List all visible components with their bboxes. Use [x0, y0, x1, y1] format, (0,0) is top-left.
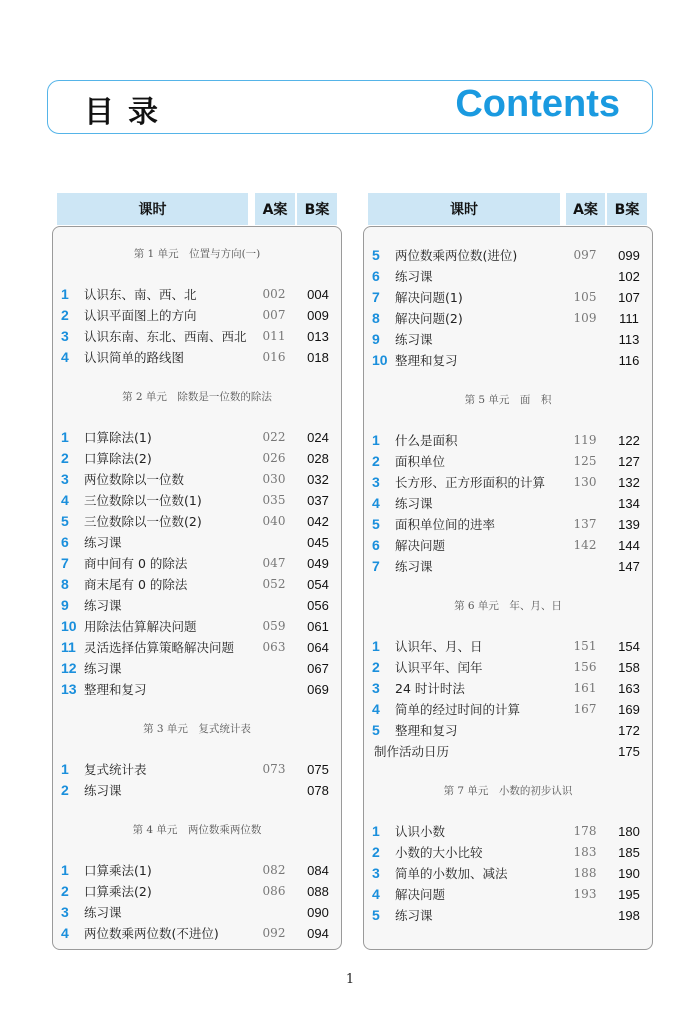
- lesson-title: 练习课: [395, 559, 433, 574]
- lesson-number: 2: [372, 844, 380, 860]
- toc-row[interactable]: [364, 720, 652, 741]
- page-b: 154: [618, 639, 640, 654]
- page-b: 054: [307, 577, 329, 592]
- page-a: 073: [262, 762, 286, 776]
- lesson-number: 3: [61, 471, 69, 487]
- toc-row[interactable]: [364, 535, 652, 556]
- page-b: 195: [618, 887, 640, 902]
- lesson-number: 4: [61, 349, 69, 365]
- page-b: 113: [618, 332, 640, 347]
- page-b: 064: [307, 640, 329, 655]
- page-b: 122: [618, 433, 640, 448]
- lesson-number: 3: [372, 865, 380, 881]
- page-a: 040: [262, 514, 286, 528]
- toc-row[interactable]: [364, 245, 652, 266]
- toc-row[interactable]: [364, 287, 652, 308]
- page-a: 193: [573, 887, 597, 901]
- page-a: 002: [262, 287, 286, 301]
- left-col-lesson: 课时: [57, 193, 248, 225]
- page-a: 007: [262, 308, 286, 322]
- left-col-a: A案: [255, 193, 295, 225]
- lesson-number: 1: [61, 761, 69, 777]
- page-b: 116: [618, 353, 640, 368]
- unit-rows: [364, 245, 652, 371]
- right-col-lesson: 课时: [368, 193, 560, 225]
- toc-row[interactable]: [364, 350, 652, 371]
- lesson-title: 认识平面图上的方向: [84, 308, 197, 323]
- lesson-number: 5: [372, 516, 380, 532]
- toc-row[interactable]: [53, 902, 341, 923]
- toc-row[interactable]: [53, 595, 341, 616]
- toc-row[interactable]: [364, 636, 652, 657]
- left-col-b: B案: [297, 193, 337, 225]
- lesson-title: 用除法估算解决问题: [84, 619, 197, 634]
- lesson-title: 练习课: [395, 496, 433, 511]
- toc-row[interactable]: [364, 493, 652, 514]
- lesson-number: 7: [372, 289, 380, 305]
- lesson-title: 认识简单的路线图: [84, 350, 185, 365]
- lesson-title: 商中间有 0 的除法: [84, 556, 188, 571]
- unit-rows: [364, 821, 652, 926]
- lesson-number: 2: [61, 782, 69, 798]
- lesson-title: 两位数乘两位数(不进位): [84, 926, 219, 941]
- lesson-number: 9: [372, 331, 380, 347]
- page-a: 086: [262, 884, 286, 898]
- page-a: 161: [573, 681, 597, 695]
- page-b: 078: [307, 783, 329, 798]
- page-b: 032: [307, 472, 329, 487]
- toc-row[interactable]: [53, 881, 341, 902]
- page-a: 156: [573, 660, 597, 674]
- page-a: 026: [262, 451, 286, 465]
- lesson-title: 解决问题: [395, 538, 446, 553]
- toc-row[interactable]: [53, 326, 341, 347]
- page-a: 052: [262, 577, 286, 591]
- toc-row[interactable]: [53, 658, 341, 679]
- toc-row[interactable]: [53, 490, 341, 511]
- lesson-number: 2: [61, 883, 69, 899]
- contents-header: [47, 80, 653, 134]
- page-b: 175: [618, 744, 640, 759]
- lesson-title: 面积单位间的进率: [395, 517, 496, 532]
- unit-rows: [53, 284, 341, 368]
- lesson-title: 练习课: [84, 598, 122, 613]
- lesson-number: 1: [372, 432, 380, 448]
- lesson-number: 6: [61, 534, 69, 550]
- lesson-number: 2: [61, 450, 69, 466]
- lesson-number: 12: [61, 660, 77, 676]
- lesson-number: 8: [372, 310, 380, 326]
- page-a: 016: [262, 350, 286, 364]
- lesson-title: 口算除法(1): [84, 430, 152, 445]
- page-a: 097: [573, 248, 597, 262]
- toc-row[interactable]: [364, 451, 652, 472]
- page-b: 172: [618, 723, 640, 738]
- lesson-number: 4: [61, 492, 69, 508]
- lesson-title: 两位数乘两位数(进位): [395, 248, 518, 263]
- lesson-number: 5: [372, 907, 380, 923]
- lesson-title: 练习课: [395, 908, 433, 923]
- toc-row[interactable]: [53, 532, 341, 553]
- page-b: 185: [618, 845, 640, 860]
- page-b: 084: [307, 863, 329, 878]
- toc-row[interactable]: [53, 923, 341, 944]
- lesson-number: 7: [372, 558, 380, 574]
- toc-row[interactable]: [364, 329, 652, 350]
- lesson-title: 解决问题(2): [395, 311, 463, 326]
- lesson-number: 5: [61, 513, 69, 529]
- page-a: 022: [262, 430, 286, 444]
- page-number: 1: [345, 972, 355, 987]
- lesson-title: 练习课: [84, 905, 122, 920]
- unit-rows: [364, 430, 652, 577]
- lesson-number: 1: [61, 286, 69, 302]
- lesson-number: 11: [61, 639, 76, 655]
- page-a: 092: [262, 926, 286, 940]
- toc-row[interactable]: [364, 657, 652, 678]
- toc-row[interactable]: [364, 308, 652, 329]
- lesson-title: 认识东、南、西、北: [84, 287, 197, 302]
- toc-row[interactable]: [53, 759, 341, 780]
- lesson-title: 制作活动日历: [374, 744, 450, 759]
- toc-row[interactable]: [364, 699, 652, 720]
- lesson-title: 认识小数: [395, 824, 446, 839]
- toc-row[interactable]: [364, 678, 652, 699]
- lesson-title: 口算乘法(2): [84, 884, 152, 899]
- toc-row[interactable]: [53, 780, 341, 801]
- right-col-b: B案: [607, 193, 647, 225]
- page-b: 132: [618, 475, 640, 490]
- page-b: 028: [307, 451, 329, 466]
- lesson-number: 4: [372, 886, 380, 902]
- lesson-number: 10: [372, 352, 388, 368]
- lesson-title: 复式统计表: [84, 762, 147, 777]
- lesson-number: 9: [61, 597, 69, 613]
- toc-row[interactable]: [53, 427, 341, 448]
- lesson-title: 练习课: [84, 661, 122, 676]
- lesson-number: 4: [61, 925, 69, 941]
- lesson-number: 1: [372, 638, 380, 654]
- lesson-number: 13: [61, 681, 77, 697]
- page-b: 180: [618, 824, 640, 839]
- page-b: 013: [307, 329, 329, 344]
- lesson-title: 三位数除以一位数(1): [84, 493, 202, 508]
- lesson-title: 长方形、正方形面积的计算: [395, 475, 546, 490]
- toc-row[interactable]: [53, 616, 341, 637]
- lesson-title: 商末尾有 0 的除法: [84, 577, 188, 592]
- page-a: 059: [262, 619, 286, 633]
- lesson-title: 认识东南、东北、西南、西北: [84, 329, 247, 344]
- page-b: 134: [618, 496, 640, 511]
- page-b: 090: [307, 905, 329, 920]
- lesson-title: 面积单位: [395, 454, 446, 469]
- toc-row[interactable]: [364, 905, 652, 926]
- lesson-title: 什么是面积: [395, 433, 458, 448]
- toc-row[interactable]: [364, 556, 652, 577]
- page-b: 037: [307, 493, 329, 508]
- unit-rows: [53, 427, 341, 700]
- unit-title: 第 5 单元 面 积: [464, 394, 552, 406]
- page-a: 125: [573, 454, 597, 468]
- lesson-title: 整理和复习: [84, 682, 147, 697]
- right-toc-panel: [363, 226, 653, 950]
- page-b: 163: [618, 681, 640, 696]
- page-a: 119: [573, 433, 597, 447]
- toc-row[interactable]: [364, 821, 652, 842]
- unit-title: 第 3 单元 复式统计表: [143, 723, 251, 735]
- page-b: 004: [307, 287, 329, 302]
- lesson-title: 两位数除以一位数: [84, 472, 185, 487]
- lesson-title: 三位数除以一位数(2): [84, 514, 202, 529]
- page-a: 035: [262, 493, 286, 507]
- unit-title: 第 1 单元 位置与方向(一): [133, 248, 261, 260]
- toc-row[interactable]: [53, 553, 341, 574]
- page-a: 183: [573, 845, 597, 859]
- page-a: 030: [262, 472, 286, 486]
- page-b: 075: [307, 762, 329, 777]
- page-a: 109: [573, 311, 597, 325]
- page-a: 130: [573, 475, 597, 489]
- toc-row[interactable]: [53, 469, 341, 490]
- page-b: 088: [307, 884, 329, 899]
- page-b: 107: [618, 290, 640, 305]
- left-toc-panel: [52, 226, 342, 950]
- lesson-number: 1: [61, 429, 69, 445]
- page-b: 018: [307, 350, 329, 365]
- lesson-title: 练习课: [395, 269, 433, 284]
- lesson-number: 6: [372, 268, 380, 284]
- lesson-title: 解决问题(1): [395, 290, 463, 305]
- unit-title: 第 2 单元 除数是一位数的除法: [122, 391, 272, 403]
- page-b: 102: [618, 269, 640, 284]
- lesson-title: 认识平年、闰年: [395, 660, 483, 675]
- page-a: 167: [573, 702, 597, 716]
- toc-row[interactable]: [364, 863, 652, 884]
- page-a: 137: [573, 517, 597, 531]
- toc-row[interactable]: [364, 741, 652, 762]
- unit-rows: [53, 759, 341, 801]
- toc-row[interactable]: [53, 860, 341, 881]
- page-a: 047: [262, 556, 286, 570]
- page-b: 045: [307, 535, 329, 550]
- lesson-number: 5: [372, 722, 380, 738]
- page-b: 099: [618, 248, 640, 263]
- lesson-title: 简单的小数加、减法: [395, 866, 508, 881]
- unit-rows: [364, 636, 652, 762]
- toc-row[interactable]: [364, 266, 652, 287]
- toc-row[interactable]: [364, 472, 652, 493]
- toc-row[interactable]: [364, 514, 652, 535]
- lesson-number: 5: [372, 247, 380, 263]
- page-a: 082: [262, 863, 286, 877]
- toc-row[interactable]: [364, 842, 652, 863]
- lesson-title: 整理和复习: [395, 723, 458, 738]
- toc-row[interactable]: [53, 511, 341, 532]
- lesson-title: 小数的大小比较: [395, 845, 483, 860]
- toc-row[interactable]: [53, 679, 341, 700]
- lesson-title: 24 时计时法: [395, 681, 465, 696]
- lesson-title: 口算除法(2): [84, 451, 152, 466]
- page-b: 169: [618, 702, 640, 717]
- lesson-number: 1: [61, 862, 69, 878]
- page-b: 147: [618, 559, 640, 574]
- page-a: 178: [573, 824, 597, 838]
- lesson-number: 8: [61, 576, 69, 592]
- lesson-number: 3: [61, 904, 69, 920]
- page-b: 009: [307, 308, 329, 323]
- toc-row[interactable]: [53, 574, 341, 595]
- page-b: 158: [618, 660, 640, 675]
- toc-row[interactable]: [53, 284, 341, 305]
- lesson-number: 1: [372, 823, 380, 839]
- unit-rows: [53, 860, 341, 944]
- toc-row[interactable]: [364, 884, 652, 905]
- right-col-a: A案: [566, 193, 605, 225]
- page-b: 042: [307, 514, 329, 529]
- page-b: 069: [307, 682, 329, 697]
- page-a: 063: [262, 640, 286, 654]
- page-b: 056: [307, 598, 329, 613]
- page-a: 142: [573, 538, 597, 552]
- page-a: 188: [573, 866, 597, 880]
- toc-row[interactable]: [53, 305, 341, 326]
- page-b: 198: [618, 908, 640, 923]
- lesson-title: 简单的经过时间的计算: [395, 702, 521, 717]
- lesson-number: 4: [372, 701, 380, 717]
- lesson-number: 3: [372, 680, 380, 696]
- lesson-number: 3: [372, 474, 380, 490]
- toc-row[interactable]: [53, 347, 341, 368]
- lesson-title: 练习课: [84, 783, 122, 798]
- lesson-title: 灵活选择估算策略解决问题: [84, 640, 235, 655]
- toc-row[interactable]: [53, 637, 341, 658]
- page-b: 049: [307, 556, 329, 571]
- lesson-title: 口算乘法(1): [84, 863, 152, 878]
- lesson-number: 10: [61, 618, 77, 634]
- title-en: Contents: [455, 83, 620, 125]
- page-b: 024: [307, 430, 329, 445]
- page-b: 139: [618, 517, 640, 532]
- lesson-number: 2: [372, 453, 380, 469]
- page-b: 067: [307, 661, 329, 676]
- lesson-title: 整理和复习: [395, 353, 458, 368]
- toc-row[interactable]: [53, 448, 341, 469]
- lesson-number: 2: [61, 307, 69, 323]
- lesson-title: 认识年、月、日: [395, 639, 483, 654]
- title-zh: 目录: [84, 95, 172, 130]
- lesson-number: 2: [372, 659, 380, 675]
- unit-title: 第 4 单元 两位数乘两位数: [132, 824, 262, 836]
- page-b: 190: [618, 866, 640, 881]
- unit-title: 第 6 单元 年、月、日: [454, 600, 562, 612]
- page-b: 061: [307, 619, 329, 634]
- page-a: 151: [573, 639, 597, 653]
- lesson-number: 3: [61, 328, 69, 344]
- page-a: 011: [262, 329, 286, 343]
- page-b: 127: [618, 454, 640, 469]
- lesson-number: 4: [372, 495, 380, 511]
- page-a: 105: [573, 290, 597, 304]
- page-b: 094: [307, 926, 329, 941]
- lesson-number: 6: [372, 537, 380, 553]
- page-b: 144: [618, 538, 640, 553]
- toc-row[interactable]: [364, 430, 652, 451]
- page-b: 111: [619, 311, 639, 326]
- unit-title: 第 7 单元 小数的初步认识: [443, 785, 573, 797]
- lesson-title: 练习课: [84, 535, 122, 550]
- lesson-title: 练习课: [395, 332, 433, 347]
- lesson-number: 7: [61, 555, 69, 571]
- lesson-title: 解决问题: [395, 887, 446, 902]
